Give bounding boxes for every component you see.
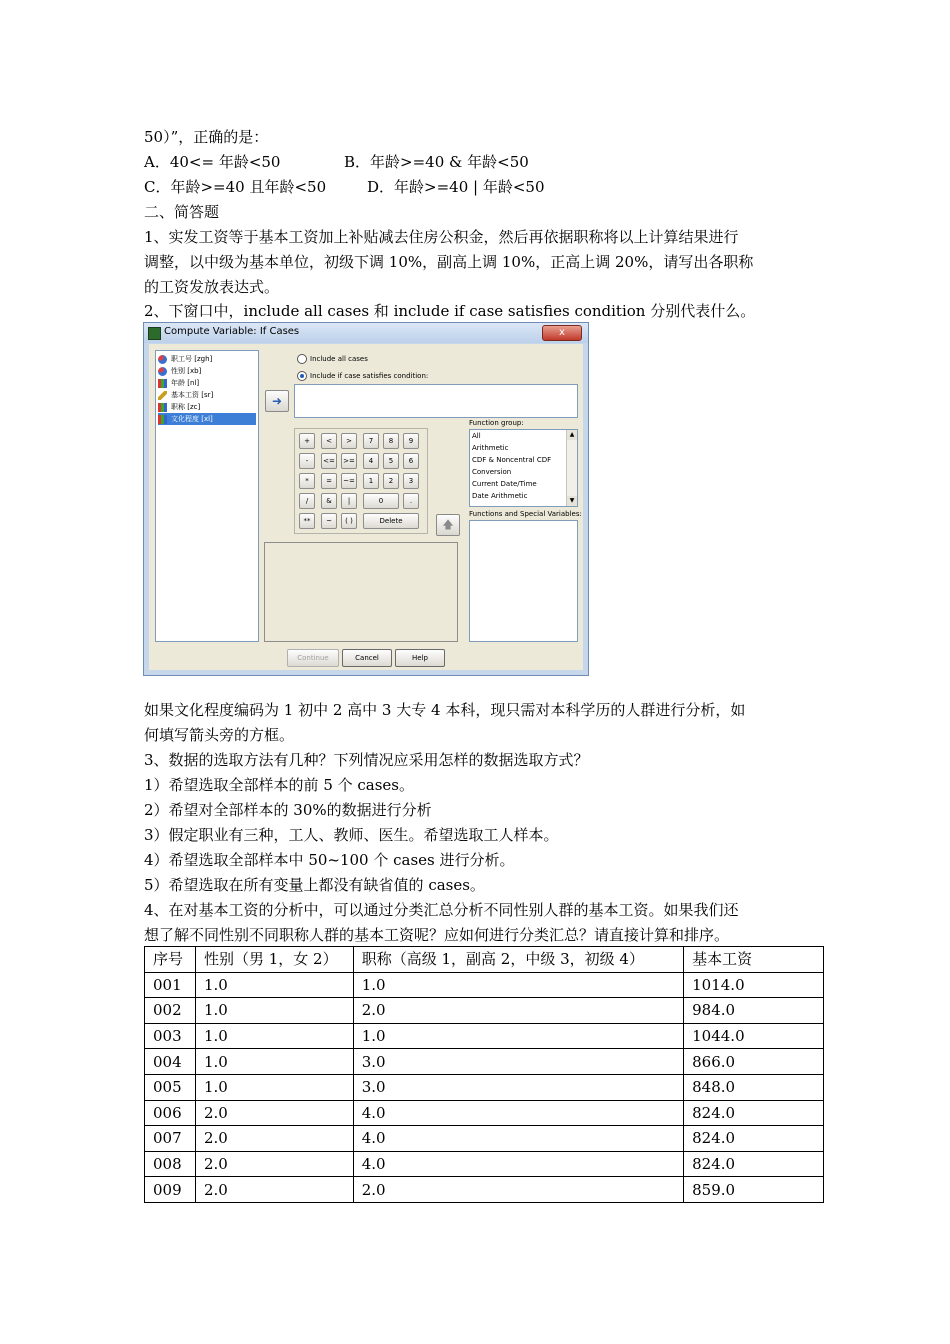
scroll-down-icon[interactable]: ▼ [567, 496, 577, 506]
key-plus[interactable]: + [299, 433, 315, 449]
table-row [145, 972, 824, 998]
key-or[interactable]: | [341, 493, 357, 509]
scroll-up-icon[interactable]: ▲ [567, 430, 577, 440]
functions-label: Functions and Special Variables: [469, 510, 582, 518]
table-header-row [145, 947, 824, 973]
paragraph-line-1: 如果文化程度编码为 1 初中 2 高中 3 大专 4 本科，现只需对本科学历的人群进行分析，如 [144, 701, 746, 719]
compute-variable-dialog [143, 322, 589, 676]
key-5[interactable]: 5 [383, 453, 399, 469]
function-group-item[interactable]: Arithmetic [472, 444, 509, 452]
function-group-item[interactable]: All [472, 432, 481, 440]
spss-app-icon [148, 327, 161, 340]
condition-input[interactable] [294, 384, 578, 418]
key-parentheses[interactable]: ( ) [341, 513, 357, 529]
key-8[interactable]: 8 [383, 433, 399, 449]
table-cell: 2.0 [195, 1126, 353, 1152]
header-cell: 性别（男 1，女 2） [195, 947, 353, 973]
table-cell: 1.0 [195, 1074, 353, 1100]
table-row [145, 1023, 824, 1049]
table-cell: 3.0 [353, 1049, 683, 1075]
table-cell: 3.0 [353, 1074, 683, 1100]
radio-label: Include all cases [310, 355, 368, 363]
variable-item[interactable] [158, 353, 256, 365]
variable-list[interactable] [155, 350, 259, 642]
table-cell: 001 [145, 972, 196, 998]
function-group-item[interactable]: Conversion [472, 468, 512, 476]
key-delete[interactable]: Delete [363, 513, 419, 529]
table-cell: 1.0 [195, 1023, 353, 1049]
header-cell: 基本工资 [684, 947, 824, 973]
header-cell: 职称（高级 1，副高 2，中级 3，初级 4） [353, 947, 683, 973]
table-cell: 984.0 [684, 998, 824, 1024]
variable-item[interactable] [158, 377, 256, 389]
table-cell: 005 [145, 1074, 196, 1100]
table-row [145, 1074, 824, 1100]
variable-label: 职称 [zc] [171, 403, 201, 411]
variable-label: 文化程度 [xl] [171, 415, 213, 423]
table-cell: 1014.0 [684, 972, 824, 998]
variable-item-selected[interactable] [158, 413, 256, 425]
function-group-item[interactable]: CDF & Noncentral CDF [472, 456, 552, 464]
sub-question-1: 1）希望选取全部样本的前 5 个 cases。 [144, 776, 415, 794]
key-less[interactable]: < [321, 433, 337, 449]
question-1-line-1: 1、实发工资等于基本工资加上补贴减去住房公积金，然后再依据职称将以上计算结果进行 [144, 228, 739, 246]
nominal-icon [158, 367, 167, 376]
function-group-item[interactable]: Current Date/Time [472, 480, 537, 488]
table-row [145, 1049, 824, 1075]
header-cell: 序号 [145, 947, 196, 973]
ordinal-icon [158, 415, 167, 424]
key-3[interactable]: 3 [403, 473, 419, 489]
table-cell: 2.0 [195, 1151, 353, 1177]
key-9[interactable]: 9 [403, 433, 419, 449]
table-cell: 1044.0 [684, 1023, 824, 1049]
table-cell: 4.0 [353, 1126, 683, 1152]
key-power[interactable]: ** [299, 513, 315, 529]
key-equal[interactable]: = [321, 473, 337, 489]
variable-item[interactable] [158, 401, 256, 413]
table-cell: 4.0 [353, 1100, 683, 1126]
paragraph-line-2: 何填写箭头旁的方框。 [144, 726, 295, 744]
table-cell: 2.0 [353, 1177, 683, 1203]
table-cell: 848.0 [684, 1074, 824, 1100]
key-minus[interactable]: - [299, 453, 315, 469]
table-cell: 002 [145, 998, 196, 1024]
table-cell: 866.0 [684, 1049, 824, 1075]
table-cell: 1.0 [195, 1049, 353, 1075]
table-cell: 2.0 [195, 1177, 353, 1203]
move-arrow-button[interactable]: ➜ [265, 390, 289, 412]
option-c: C．年龄>=40 且年龄<50 [144, 178, 327, 196]
close-button[interactable]: x [542, 325, 582, 341]
radio-include-all[interactable] [297, 354, 368, 364]
table-cell: 824.0 [684, 1151, 824, 1177]
key-greater[interactable]: > [341, 433, 357, 449]
question-1-line-2: 调整，以中级为基本单位，初级下调 10%，副高上调 10%，正高上调 20%，请写出各职称 [144, 253, 754, 271]
table-cell: 824.0 [684, 1126, 824, 1152]
option-a: A．40<= 年龄<50 [144, 153, 281, 171]
key-not[interactable]: ~ [321, 513, 337, 529]
key-4[interactable]: 4 [363, 453, 379, 469]
sub-question-4: 4）希望选取全部样本中 50~100 个 cases 进行分析。 [144, 851, 515, 869]
radio-circle-icon [297, 354, 307, 364]
table-cell: 824.0 [684, 1100, 824, 1126]
variable-item[interactable] [158, 389, 256, 401]
question-1-line-3: 的工资发放表达式。 [144, 278, 280, 296]
ordinal-icon [158, 403, 167, 412]
ordinal-icon [158, 379, 167, 388]
question-4-line-2: 想了解不同性别不同职称人群的基本工资呢？应如何进行分类汇总？请直接计算和排序。 [144, 926, 730, 944]
sub-question-5: 5）希望选取在所有变量上都没有缺省值的 cases。 [144, 876, 485, 894]
function-group-label: Function group: [469, 419, 524, 427]
radio-label: Include if case satisfies condition: [310, 372, 429, 380]
nominal-icon [158, 355, 167, 364]
function-group-item[interactable]: Date Arithmetic [472, 492, 528, 500]
table-cell: 007 [145, 1126, 196, 1152]
variable-label: 性别 [xb] [171, 367, 202, 375]
variable-label: 职工号 [zgh] [171, 355, 213, 363]
function-description-box [264, 542, 458, 642]
sub-question-2: 2）希望对全部样本的 30%的数据进行分析 [144, 801, 432, 819]
section-heading: 二、简答题 [144, 203, 220, 221]
dialog-titlebar [144, 323, 588, 343]
help-button[interactable]: Help [395, 649, 445, 667]
sub-question-3: 3）假定职业有三种，工人、教师、医生。希望选取工人样本。 [144, 826, 559, 844]
up-arrow-button[interactable]: 🡅 [436, 514, 460, 536]
option-b: B．年龄>=40 & 年龄<50 [344, 153, 529, 171]
table-row [145, 998, 824, 1024]
radio-include-if[interactable] [297, 371, 428, 381]
question-4-line-1: 4、在对基本工资的分析中，可以通过分类汇总分析不同性别人群的基本工资。如果我们还 [144, 901, 739, 919]
table-row [145, 1126, 824, 1152]
radio-selected-icon [297, 371, 307, 381]
cancel-button[interactable]: Cancel [342, 649, 392, 667]
table-cell: 1.0 [195, 998, 353, 1024]
option-d: D．年龄>=40 | 年龄<50 [367, 178, 545, 196]
continue-button[interactable]: Continue [287, 649, 339, 667]
key-0[interactable]: 0 [363, 493, 399, 509]
question-2: 2、下窗口中，include all cases 和 include if case satisfies condition 分别代表什么。 [144, 302, 756, 320]
dialog-body [149, 344, 583, 670]
table-cell: 004 [145, 1049, 196, 1075]
table-cell: 003 [145, 1023, 196, 1049]
variable-label: 基本工资 [sr] [171, 391, 214, 399]
table-cell: 1.0 [353, 972, 683, 998]
table-cell: 1.0 [195, 972, 353, 998]
salary-table [144, 946, 824, 1203]
table-cell: 008 [145, 1151, 196, 1177]
question-3: 3、数据的选取方法有几种？下列情况应采用怎样的数据选取方式？ [144, 751, 589, 769]
table-cell: 4.0 [353, 1151, 683, 1177]
key-and[interactable]: & [321, 493, 337, 509]
table-cell: 009 [145, 1177, 196, 1203]
key-not-equal[interactable]: ~= [341, 473, 357, 489]
calculator-keypad [294, 428, 428, 534]
table-row [145, 1100, 824, 1126]
table-cell: 006 [145, 1100, 196, 1126]
scale-ruler-icon [158, 391, 167, 400]
variable-item[interactable] [158, 365, 256, 377]
functions-list[interactable] [469, 520, 578, 642]
table-cell: 859.0 [684, 1177, 824, 1203]
table-cell: 2.0 [195, 1100, 353, 1126]
key-greater-equal[interactable]: >= [341, 453, 357, 469]
variable-label: 年龄 [nl] [171, 379, 200, 387]
scrollbar[interactable] [566, 430, 577, 506]
function-group-list[interactable] [469, 429, 578, 507]
table-cell: 1.0 [353, 1023, 683, 1049]
key-less-equal[interactable]: <= [321, 453, 337, 469]
key-2[interactable]: 2 [383, 473, 399, 489]
key-decimal[interactable]: . [403, 493, 419, 509]
table-cell: 2.0 [353, 998, 683, 1024]
table-row [145, 1151, 824, 1177]
key-6[interactable]: 6 [403, 453, 419, 469]
question-fragment: 50）”，正确的是： [144, 128, 269, 146]
dialog-title: Compute Variable: If Cases [164, 326, 300, 337]
key-divide[interactable]: / [299, 493, 315, 509]
key-multiply[interactable]: * [299, 473, 315, 489]
table-row [145, 1177, 824, 1203]
key-7[interactable]: 7 [363, 433, 379, 449]
key-1[interactable]: 1 [363, 473, 379, 489]
